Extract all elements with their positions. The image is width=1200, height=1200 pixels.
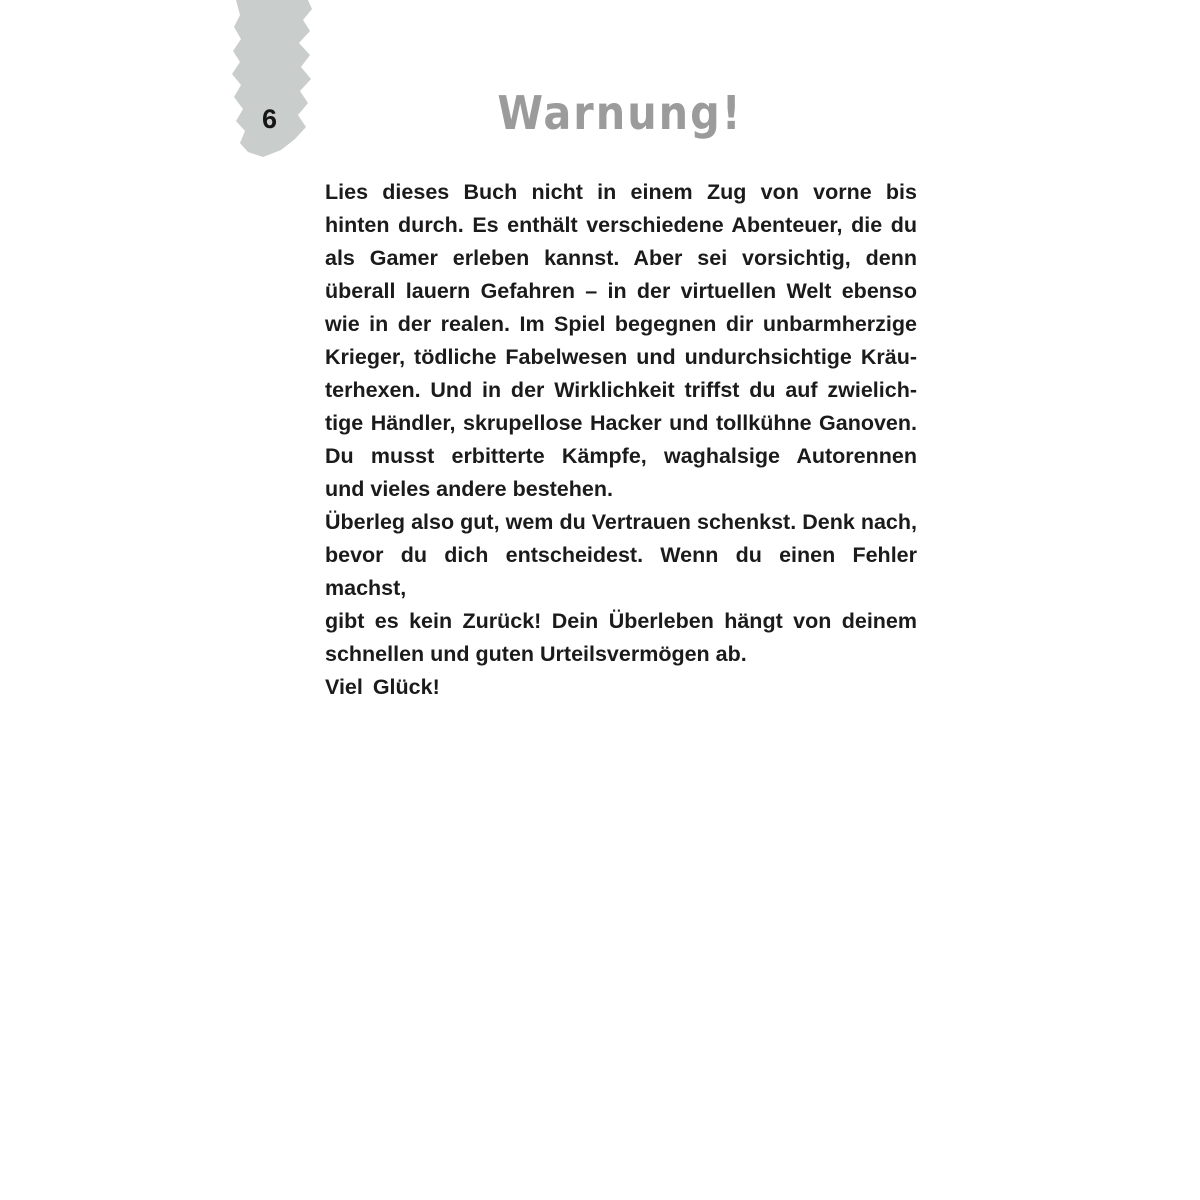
- torn-paper-decoration: [228, 0, 322, 168]
- body-text: [325, 176, 917, 671]
- body-line: gibt es kein Zurück! Dein Überleben hängt von deinem: [325, 609, 917, 633]
- body-line: als Gamer erleben kannst. Aber sei vorsichtig, denn: [325, 246, 917, 270]
- page-title: Warnung!: [497, 86, 743, 140]
- body-line: bevor du dich entscheidest. Wenn du einen Fehler machst,: [325, 543, 917, 600]
- body-line: wie in der realen. Im Spiel begegnen dir unbarmherzige: [325, 312, 917, 336]
- body-line: Du musst erbitterte Kämpfe, waghalsige Autorennen: [325, 444, 917, 468]
- body-line: hinten durch. Es enthält verschiedene Abenteuer, die du: [325, 213, 917, 237]
- body-line: Lies dieses Buch nicht in einem Zug von vorne bis: [325, 180, 917, 204]
- body-line: und vieles andere bestehen.: [325, 477, 613, 501]
- closing-line: Viel Glück!: [325, 675, 440, 699]
- body-line: tige Händler, skrupellose Hacker und tollkühne Ganoven.: [325, 411, 917, 435]
- body-line: terhexen. Und in der Wirklichkeit triffst du auf zwielich-: [325, 378, 917, 402]
- body-line: schnellen und guten Urteilsvermögen ab.: [325, 642, 747, 666]
- body-line: Überleg also gut, wem du Vertrauen schenkst. Denk nach,: [325, 510, 917, 534]
- body-line: überall lauern Gefahren – in der virtuellen Welt ebenso: [325, 279, 917, 303]
- page-number: 6: [261, 104, 279, 134]
- body-line: Krieger, tödliche Fabelwesen und undurchsichtige Kräu-: [325, 345, 917, 369]
